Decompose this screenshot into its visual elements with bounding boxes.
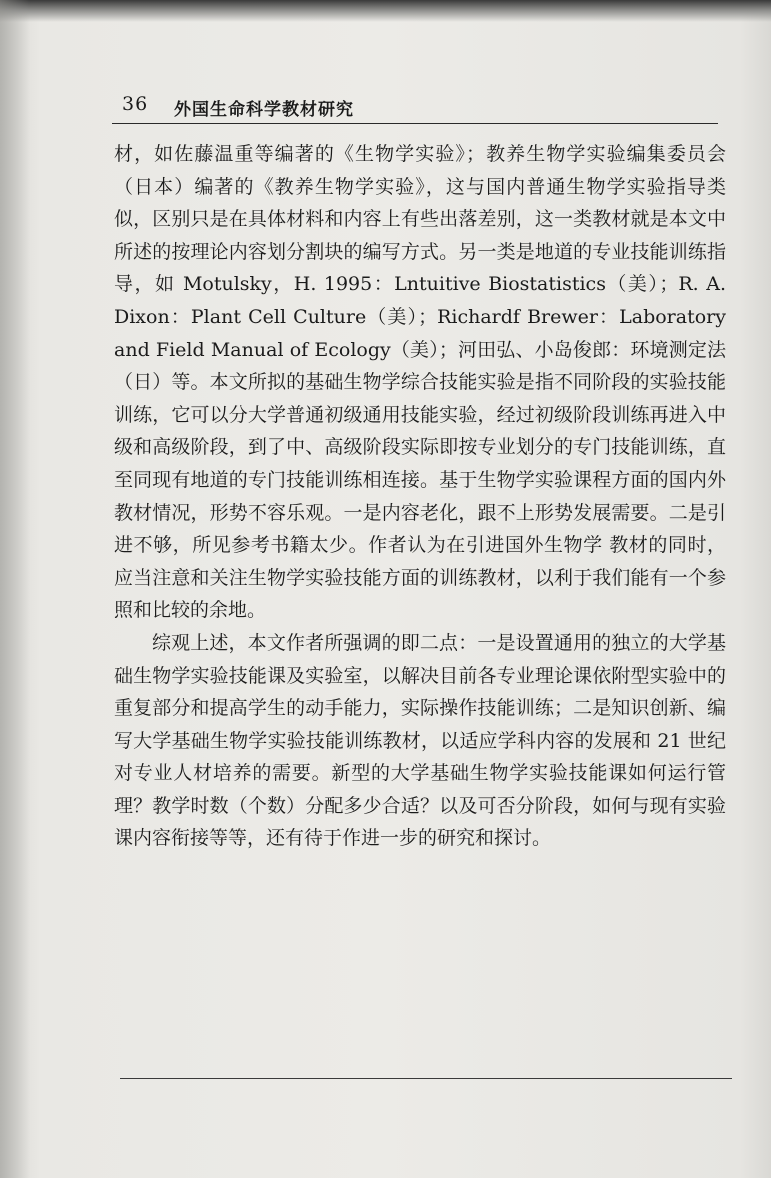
paragraph-2: 综观上述，本文作者所强调的即二点：一是设置通用的独立的大学基础生物学实验技能课及实验室，以解决目前各专业理论课依附型实验中的重复部分和提高学生的动手能力，实际操作技能训练；二是知识创新、编写大学基础生物学实验技能训练教材，以适应学科内容的发展和 21 世纪对专业人材培养的需要。新型的大学基础生物学实验技能课如何运行管理？教学时数（个数）分配多少合适？以及可否分阶段，如何与现有实验课内容衔接等等，还有待于作进一步的研究和探讨。 (114, 631, 726, 850)
page-number: 36 (122, 93, 149, 115)
page-binding-shadow (0, 0, 30, 1178)
journal-title: 外国生命科学教材研究 (174, 100, 354, 120)
running-head (112, 93, 722, 123)
header-rule (112, 123, 718, 124)
page-top-shadow (0, 0, 771, 22)
paragraph-1: 材，如佐藤温重等编著的《生物学实验》；教养生物学实验编集委员会（日本）编著的《教养生物学实验》，这与国内普通生物学实验指导类似，区别只是在具体材料和内容上有些出落差别，这一类教材就是本文中所述的按理论内容划分割块的编写方式。另一类是地道的专业技能训练指导，如 Motulsky，H. 1995：Lntuitive Biostatistics（美）；R. A. Dixon：Plant Cell Culture（美）；Richardf Brewer：Laboratory and Field Manual of Ecology（美）；河田弘、小岛俊郎：环境测定法（日）等。本文所拟的基础生物学综合技能实验是指不同阶段的实验技能训练，它可以分大学普通初级通用技能实验，经过初级阶段训练再进入中级和高级阶段，到了中、高级阶段实际即按专业划分的专门技能训练，直至同现有地道的专门技能训练相连接。基于生物学实验课程方面的国内外教材情况，形势不容乐观。一是内容老化，跟不上形势发展需要。二是引进不够，所见参考书籍太少。作者认为在引进国外生物学 教材的同时，应当注意和关注生物学实验技能方面的训练教材，以利于我们能有一个参照和比较的余地。 (114, 143, 726, 622)
footer-rule (120, 1078, 732, 1079)
body-text (114, 138, 726, 855)
